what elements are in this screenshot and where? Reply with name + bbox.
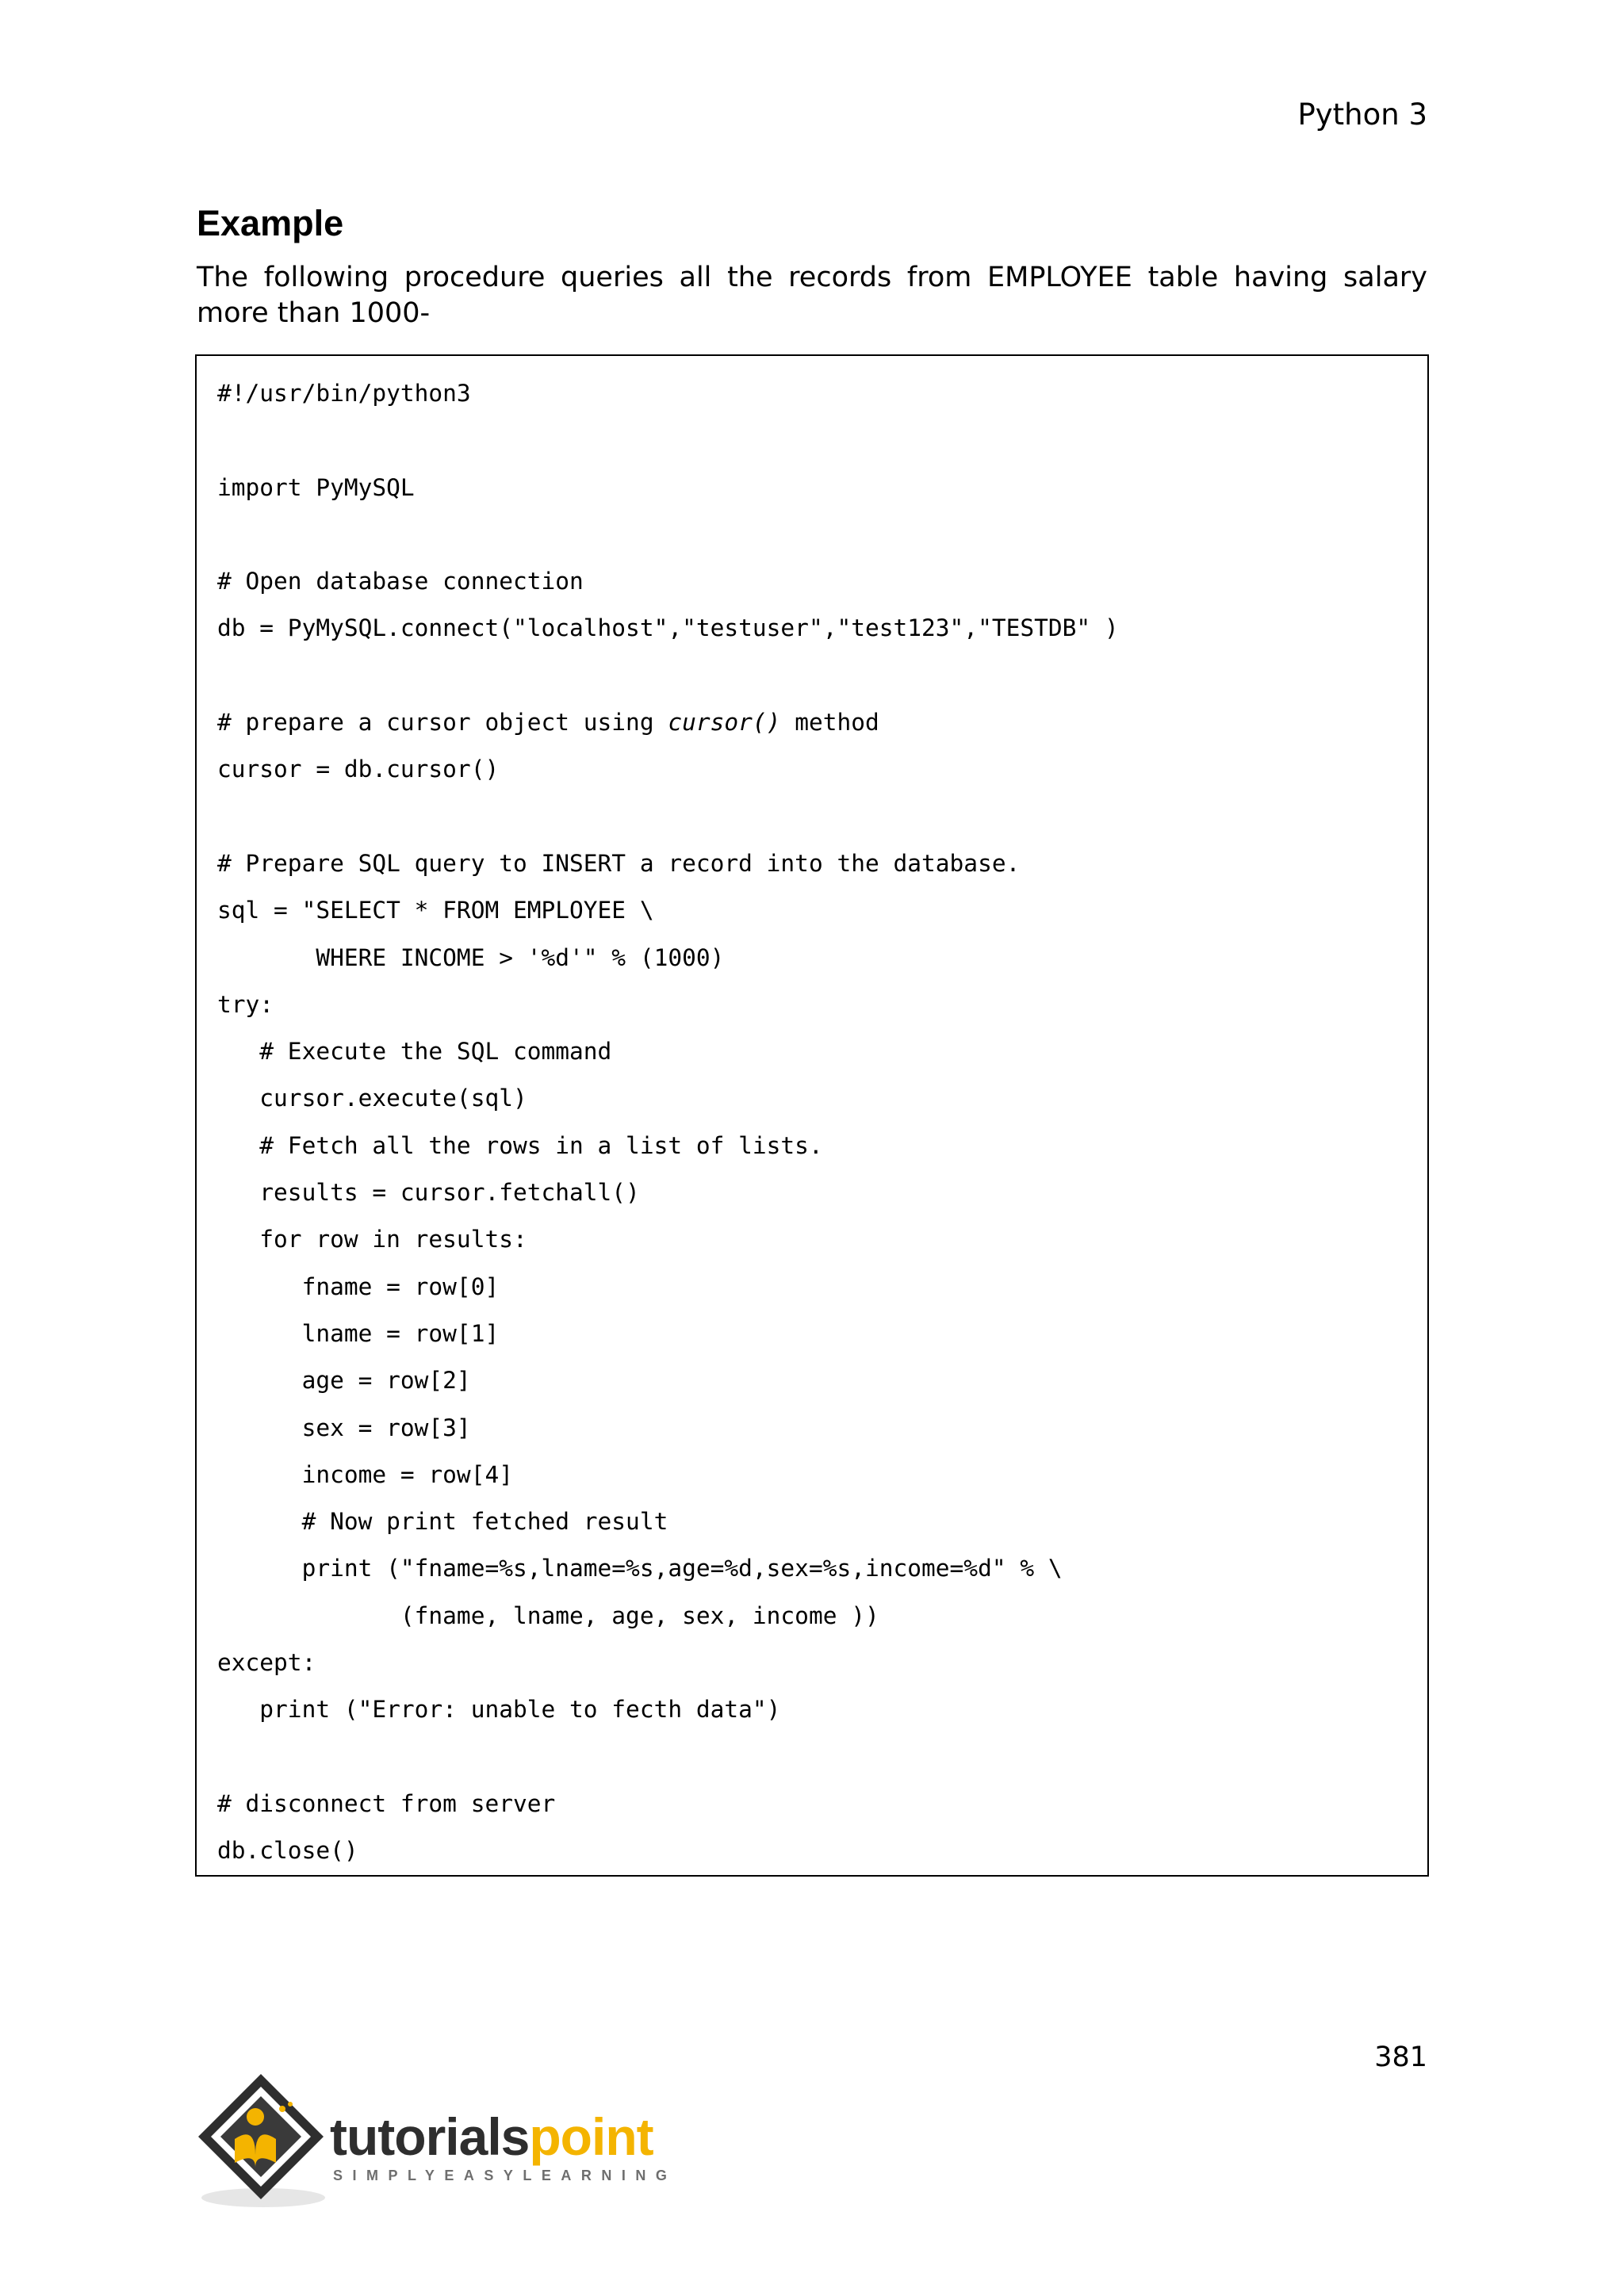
logo-emblem-icon: [193, 2069, 328, 2212]
code-line: results = cursor.fetchall(): [217, 1179, 640, 1207]
code-line: db.close(): [217, 1837, 358, 1865]
code-lines: [217, 370, 1411, 1875]
logo-tagline: SIMPLYEASYLEARNING: [333, 2168, 677, 2183]
logo-name-part2: point: [529, 2107, 653, 2166]
logo-wordmark: [330, 2107, 653, 2166]
code-line: # Now print fetched result: [217, 1508, 668, 1536]
code-line: fname = row[0]: [217, 1272, 500, 1300]
code-line: cursor = db.cursor(): [217, 756, 500, 783]
code-line: # disconnect from server: [217, 1789, 556, 1817]
code-line: db = PyMySQL.connect("localhost","testuser","test123","TESTDB" ): [217, 614, 1119, 642]
code-line: # Open database connection: [217, 568, 584, 595]
page-number: 381: [1374, 2042, 1427, 2073]
code-line: # prepare a cursor object using cursor() method: [217, 709, 879, 737]
code-line: income = row[4]: [217, 1460, 513, 1488]
code-line: [217, 417, 1411, 464]
code-line: age = row[2]: [217, 1367, 471, 1395]
code-line: # Fetch all the rows in a list of lists.: [217, 1131, 823, 1159]
code-line: [217, 652, 1411, 699]
code-line: print ("Error: unable to fecth data"): [217, 1696, 781, 1724]
code-block: [195, 354, 1429, 1877]
code-line: (fname, lname, age, sex, income )): [217, 1601, 879, 1629]
code-line: try:: [217, 990, 274, 1018]
running-header: Python 3: [1297, 98, 1427, 132]
code-line: import PyMySQL: [217, 473, 415, 501]
code-line: for row in results:: [217, 1226, 527, 1253]
logo-name-part1: tutorials: [330, 2107, 530, 2166]
code-line: print ("fname=%s,lname=%s,age=%d,sex=%s,income=%d" % \: [217, 1555, 1063, 1582]
code-line: # Prepare SQL query to INSERT a record into the database.: [217, 849, 1021, 877]
code-line: cursor.execute(sql): [217, 1085, 527, 1112]
code-line: sql = "SELECT * FROM EMPLOYEE \: [217, 897, 654, 924]
section-heading: Example: [197, 203, 344, 243]
code-line: lname = row[1]: [217, 1319, 500, 1347]
code-line: except:: [217, 1649, 316, 1677]
code-line: sex = row[3]: [217, 1414, 471, 1441]
tutorialspoint-logo: [193, 2069, 677, 2212]
code-line: #!/usr/bin/python3: [217, 380, 471, 407]
code-line: [217, 511, 1411, 558]
code-line: [217, 1734, 1411, 1781]
intro-paragraph: The following procedure queries all the records from EMPLOYEE table having salary more than 1000-: [197, 262, 1427, 329]
code-line: WHERE INCOME > '%d'" % (1000): [217, 943, 725, 971]
code-line: # Execute the SQL command: [217, 1038, 612, 1066]
code-line: [217, 794, 1411, 840]
